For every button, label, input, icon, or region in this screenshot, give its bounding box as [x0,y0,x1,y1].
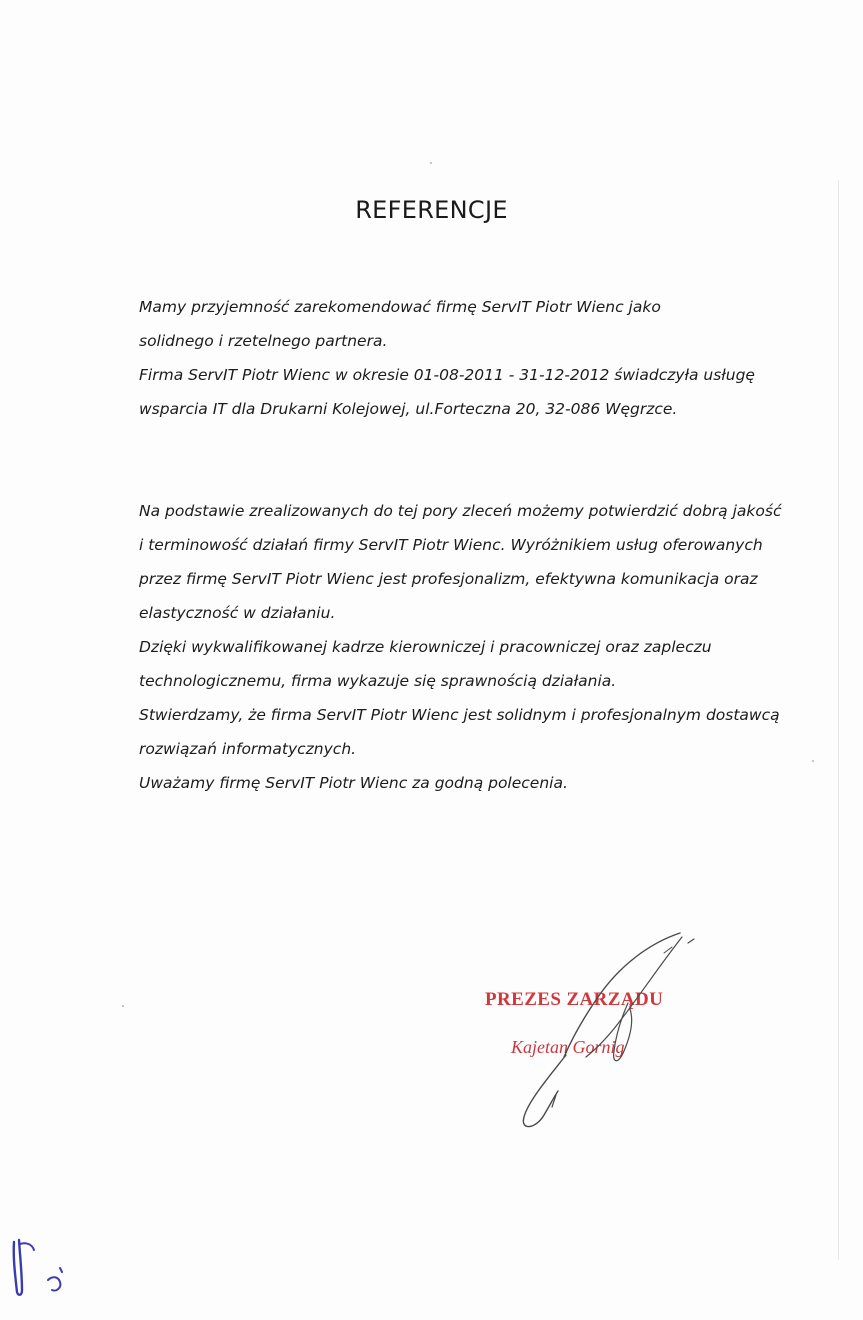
paragraph-line: Na podstawie zrealizowanych do tej pory zleceń możemy potwierdzić dobrą jakość [139,502,782,520]
handwritten-initials [0,1232,90,1302]
scan-speck [430,162,432,164]
paragraph-line: Uważamy firmę ServIT Piotr Wienc za godną polecenia. [139,774,568,792]
paragraph-line: elastyczność w działaniu. [139,604,336,622]
stamp-role: PREZES ZARZĄDU [485,989,664,1010]
paragraph-line: i terminowość działań firmy ServIT Piotr Wienc. Wyróżnikiem usług oferowanych [139,536,763,554]
scan-edge-line [838,180,839,1260]
scan-speck [812,760,814,762]
paragraph-line: przez firmę ServIT Piotr Wienc jest profesjonalizm, efektywna komunikacja oraz [139,570,758,588]
paragraph-line: wsparcia IT dla Drukarni Kolejowej, ul.Forteczna 20, 32-086 Węgrzce. [139,400,678,418]
paragraph-line: rozwiązań informatycznych. [139,740,357,758]
paragraph-line: Firma ServIT Piotr Wienc w okresie 01-08-2011 - 31-12-2012 świadczyła usługę [139,366,755,384]
paragraph-line: Mamy przyjemność zarekomendować firmę ServIT Piotr Wienc jako [139,298,661,316]
document-title: REFERENCJE [355,196,508,224]
paragraph-line: Stwierdzamy, że firma ServIT Piotr Wienc jest solidnym i profesjonalnym dostawcą [139,706,780,724]
paragraph-recommendation [139,290,799,426]
paragraph-assessment [139,494,799,800]
scan-speck [122,1005,124,1007]
paragraph-line: technologicznemu, firma wykazuje się sprawnością działania. [139,672,617,690]
stamp-name: Kajetan Gornig [511,1037,625,1057]
paragraph-line: solidnego i rzetelnego partnera. [139,332,388,350]
handwritten-signature [500,925,700,1135]
paragraph-line: Dzięki wykwalifikowanej kadrze kierowniczej i pracowniczej oraz zapleczu [139,638,712,656]
